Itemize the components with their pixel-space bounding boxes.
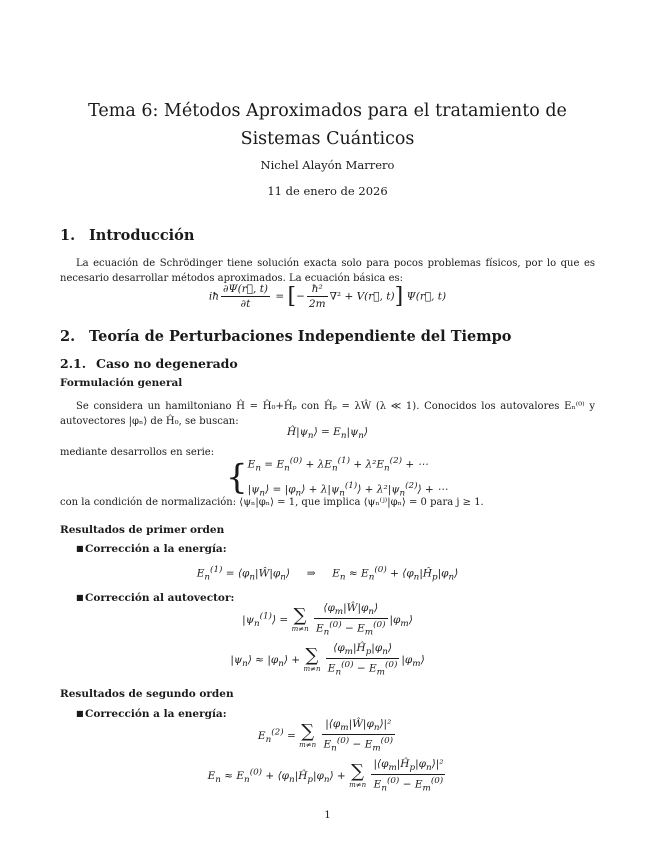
subsection-title: Caso no degenerado [96,356,238,371]
bullet-label: Corrección a la energía: [85,543,227,555]
document-author: Nichel Alayón Marrero [260,158,395,172]
document-title: Tema 6: Métodos Aproximados para el tratamiento de Sistemas Cuánticos [88,101,567,149]
subsection-number: 2.1. [60,356,87,371]
bullet-energy-correction-1 [76,543,227,555]
paragraph-heading-segundo-orden: Resultados de segundo orden [60,688,234,700]
second-order-energy-approximation: $E_n \approx E_n^{(0)}$ + $⟨\varphi_n|Ĥ_p|\varphi_n⟩$ + ∑ m≠n $\frac{|⟨\varphi_m|Ĥ_p|\varphi_n⟩|^2}{E_n^{(0)} - E_m^{(0)}}$ [207,758,444,794]
bullet-label: Corrección al autovector: [85,592,235,604]
bullet-icon: ■ [76,543,84,553]
second-order-energy-equation: $E_n^{(2)}$ = ∑ m≠n $\frac{|⟨\varphi_m|Ŵ|\varphi_n⟩|^2}{E_n^{(0)} - E_m^{(0)}}$ [257,718,394,754]
bullet-icon: ■ [76,708,84,718]
section-title: Teoría de Perturbaciones Independiente del Tiempo [89,328,512,345]
general-paragraph-3: con la condición de normalización: ⟨ψₙ|φₙ⟩ = 1, que implica ⟨ψₙ⁽ʲ⁾|φₙ⟩ = 0 para j ≥ 1. [60,497,484,508]
eigen-equation: $Ĥ|\psi_n⟩$ = $E_n|\psi_n⟩$ [286,426,368,442]
section-number: 1. [60,227,76,244]
subsection-heading-no-degenerado [60,356,238,371]
section-number: 2. [60,328,76,345]
first-order-energy-equation: $E_n^{(1)}$ = $⟨\varphi_n|Ŵ|\varphi_n⟩$ ⇒ $E_n \approx E_n^{(0)}$ + $⟨\varphi_n|Ĥ_p|\varphi_n⟩$ [196,565,459,583]
series-expansion-equations: {$E_n = E_n^{(0)} + \lambda E_n^{(1)} + \lambda^2E_n^{(2)}$ + ⋯ $|\psi_n⟩$ = $|\varphi_n⟩$ + $\lambda|\psi_n^{(1)}⟩$ + $\lambda^2|\psi_n^{(2)}⟩$ + ⋯ [226,456,448,499]
page-number: 1 [324,810,331,821]
schrodinger-equation: iħ $\frac{\partial\Psi(r⃗, t)}{\partial t}$ = [− $\frac{\text{ħ²}}{2m}$ ∇² + V(r⃗, t)] Ψ(r⃗, t) [208,283,447,310]
document-date: 11 de enero de 2026 [267,184,388,198]
general-paragraph-2: mediante desarrollos en serie: [60,447,215,458]
bullet-label: Corrección a la energía: [85,708,227,720]
section-title: Introducción [89,227,195,244]
bullet-icon: ■ [76,592,84,602]
section-heading-perturbaciones [60,328,511,345]
first-order-state-approximation: $|\psi_n⟩$ ≈ $|\varphi_n⟩$ + ∑ m≠n $\frac{⟨\varphi_m|Ĥ_p|\varphi_n⟩}{E_n^{(0)} - E_m^{(0)}}$ $|\varphi_m⟩$ [230,642,425,678]
intro-paragraph: La ecuación de Schrödinger tiene solución exacta solo para pocos problemas físicos, por lo que es necesario desarrollar métodos aproximados. La ecuación básica es: [60,258,595,284]
section-heading-introduccion [60,227,194,244]
general-paragraph-1: Se considera un hamiltoniano Ĥ = Ĥ₀+Ĥₚ con Ĥₚ = λŴ (λ ≪ 1). Conocidos los autovalores Eₙ⁽⁰⁾ y autovectores |φₙ⟩ de Ĥ₀, se buscan: [60,401,595,427]
paragraph-heading-primer-orden: Resultados de primer orden [60,524,225,536]
paragraph-heading-formulacion: Formulación general [60,377,183,389]
first-order-vector-equation: $|\psi_n^{(1)}⟩$ = ∑ m≠n $\frac{⟨\varphi_m|Ŵ|\varphi_n⟩}{E_n^{(0)} - E_m^{(0)}}$ $|\varphi_m⟩$ [242,602,413,638]
